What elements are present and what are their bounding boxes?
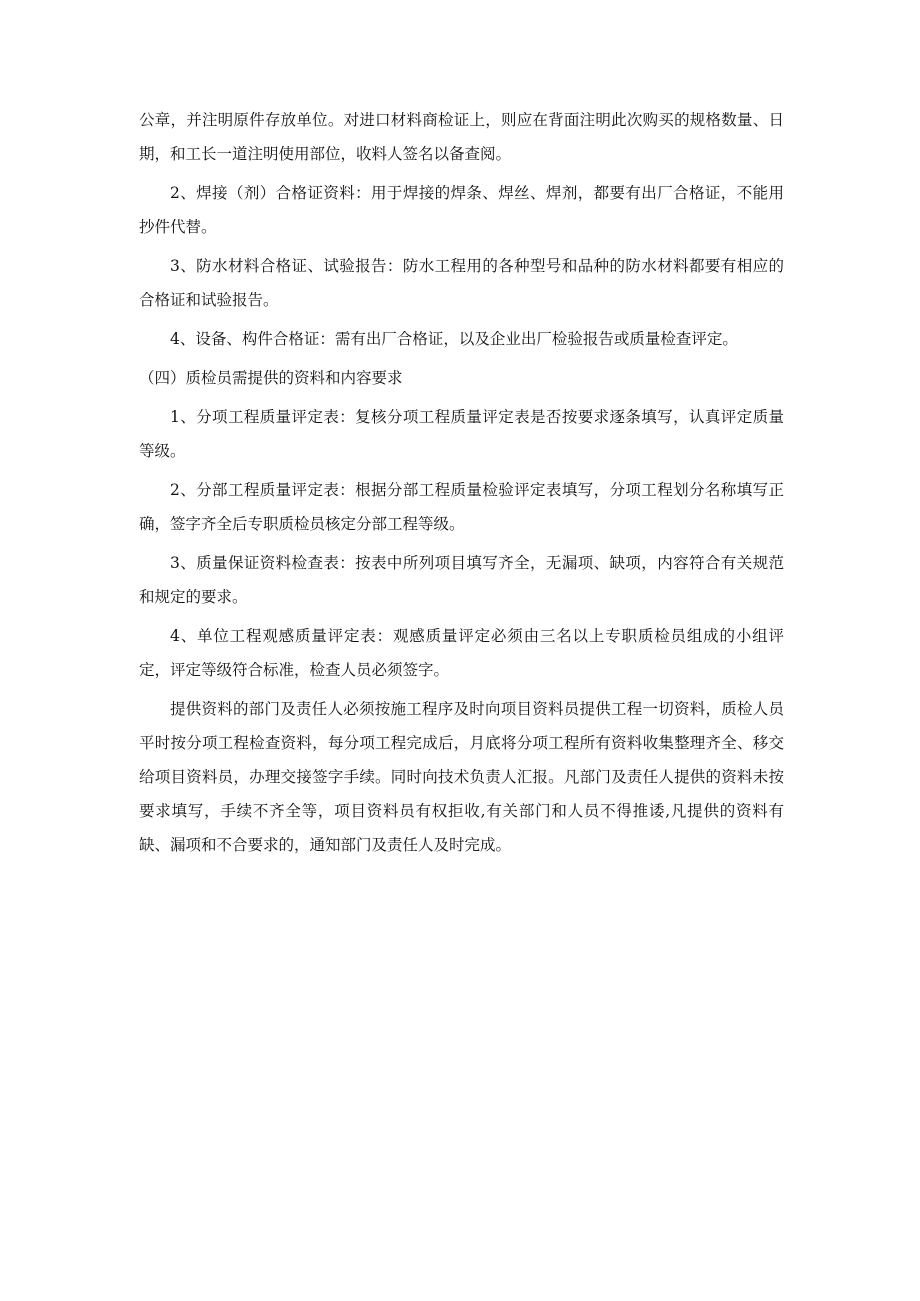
paragraph-item-4-equipment: 4、设备、构件合格证：需有出厂合格证，以及企业出厂检验报告或质量检查评定。	[170, 330, 738, 348]
document-body	[139, 103, 784, 867]
section-heading-4: （四）质检员需提供的资料和内容要求	[139, 369, 403, 387]
paragraph-continuation: 公章，并注明原件存放单位。对进口材料商检证上，则应在背面注明此次购买的规格数量、日期，和工长一道注明使用部位，收料人签名以备查阅。	[139, 111, 784, 163]
paragraph-qc-item-1: 1、分项工程质量评定表：复核分项工程质量评定表是否按要求逐条填写，认真评定质量等级。	[139, 408, 784, 460]
paragraph-qc-item-4: 4、单位工程观感质量评定表：观感质量评定必须由三名以上专职质检员组成的小组评定，评定等级符合标准，检查人员必须签字。	[139, 627, 784, 679]
paragraph-qc-item-3: 3、质量保证资料检查表：按表中所列项目填写齐全，无漏项、缺项，内容符合有关规范和规定的要求。	[139, 554, 784, 606]
paragraph-qc-item-2: 2、分部工程质量评定表：根据分部工程质量检验评定表填写，分项工程划分名称填写正确，签字齐全后专职质检员核定分部工程等级。	[139, 481, 784, 533]
paragraph-item-2-welding: 2、焊接（剂）合格证资料：用于焊接的焊条、焊丝、焊剂，都要有出厂合格证，不能用抄件代替。	[139, 184, 784, 236]
paragraph-item-3-waterproof: 3、防水材料合格证、试验报告：防水工程用的各种型号和品种的防水材料都要有相应的合格证和试验报告。	[139, 257, 784, 309]
paragraph-closing: 提供资料的部门及责任人必须按施工程序及时向项目资料员提供工程一切资料，质检人员平时按分项工程检查资料，每分项工程完成后，月底将分项工程所有资料收集整理齐全、移交给项目资料员，办理交接签字手续。同时向技术负责人汇报。凡部门及责任人提供的资料未按要求填写，手续不齐全等，项目资料员有权拒收,有关部门和人员不得推诿,凡提供的资料有缺、漏项和不合要求的，通知部门及责任人及时完成。	[139, 700, 784, 854]
